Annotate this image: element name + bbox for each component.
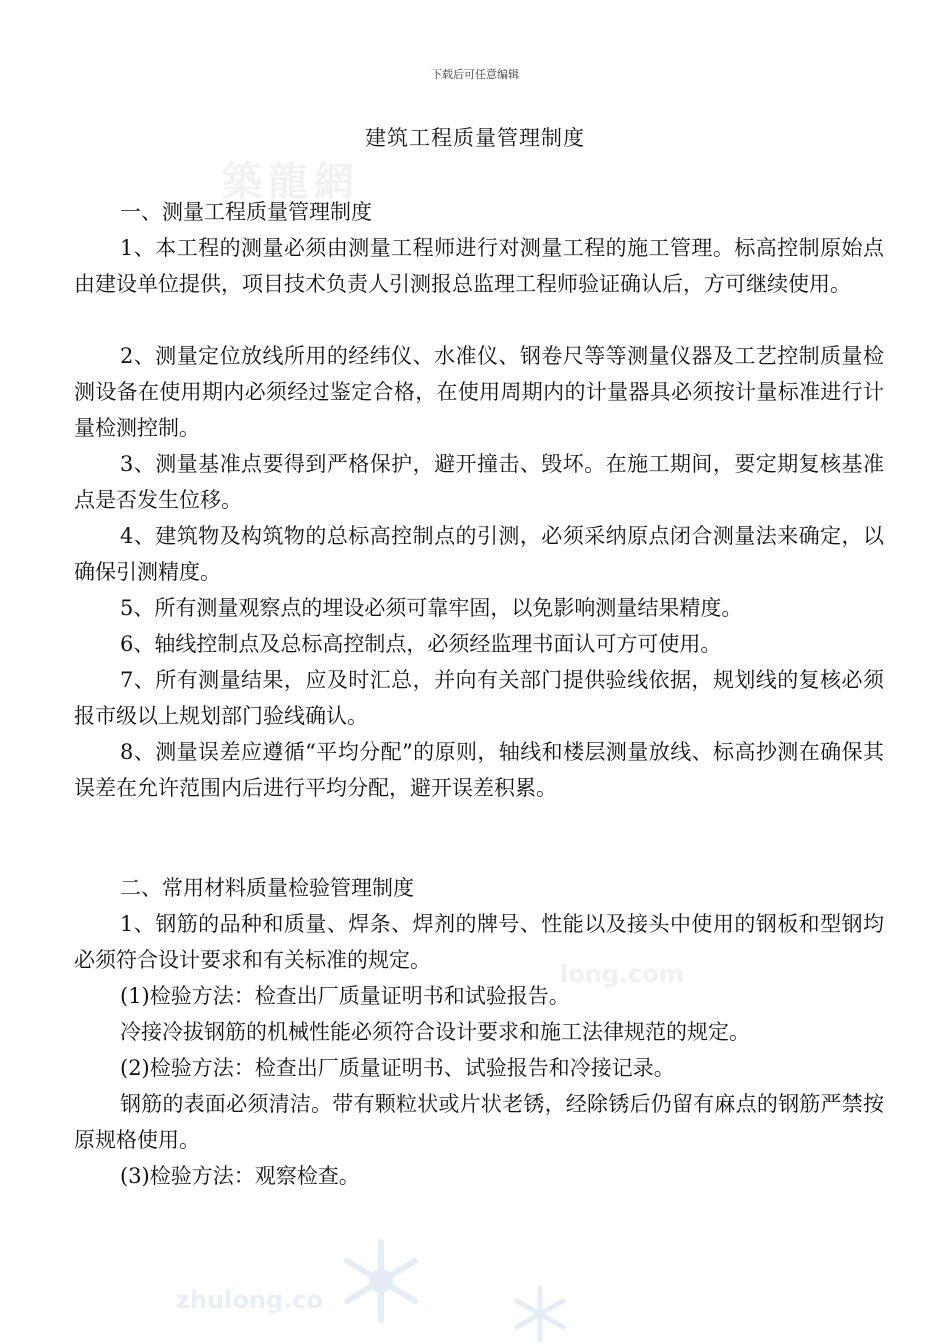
section1-item-1: 1、本工程的测量必须由测量工程师进行对测量工程的施工管理。标高控制原始点由建设单位提供，项目技术负责人引测报总监理工程师验证确认后，方可继续使用。 [74,236,884,296]
section1-item-6: 6、轴线控制点及总标高控制点，必须经监理书面认可方可使用。 [120,632,722,656]
inspection-method-1: (1)检验方法：检查出厂质量证明书和试验报告。 [120,984,570,1008]
inspection-method-2: (2)检验方法：检查出厂质量证明书、试验报告和冷接记录。 [120,1056,675,1080]
snowflake-watermark-icon [336,1236,426,1326]
watermark-middle: long.com [560,960,684,988]
section2-line-3: 钢筋的表面必须清洁。带有颗粒状或片状老锈，经除锈后仍留有麻点的钢筋严禁按原规格使用。 [74,1092,884,1152]
section-heading-2: 二、常用材料质量检验管理制度 [120,876,414,900]
section2-line-2: 冷接冷拔钢筋的机械性能必须符合设计要求和施工法律规范的规定。 [120,1020,750,1044]
watermark-bottom: zhulong.co [176,1286,323,1314]
section1-item-7: 7、所有测量结果，应及时汇总，并向有关部门提供验线依据，规划线的复核必须报市级以上规划部门验线确认。 [74,668,884,728]
section1-item-5: 5、所有测量观察点的埋设必须可靠牢固，以免影响测量结果精度。 [120,596,743,620]
header-note: 下载后可任意编辑 [431,68,519,81]
section1-item-2: 2、测量定位放线所用的经纬仪、水准仪、钢卷尺等等测量仪器及工艺控制质量检测设备在使用期内必须经过鉴定合格，在使用周期内的计量器具必须按计量标准进行计量检测控制。 [74,344,884,440]
section1-item-4: 4、建筑物及构筑物的总标高控制点的引测，必须采纳原点闭合测量法来确定，以确保引测精度。 [74,524,884,584]
document-title: 建筑工程质量管理制度 [365,126,585,150]
watermark-top: 築龍網 [222,158,360,205]
section1-item-3: 3、测量基准点要得到严格保护，避开撞击、毁坏。在施工期间，要定期复核基准点是否发生位移。 [74,452,884,512]
section2-item-1: 1、钢筋的品种和质量、焊条、焊剂的牌号、性能以及接头中使用的钢板和型钢均必须符合设计要求和有关标准的规定。 [74,912,884,972]
snowflake-watermark-small-icon [510,1284,570,1344]
section-heading-1: 一、测量工程质量管理制度 [120,200,372,224]
inspection-method-3: (3)检验方法：观察检查。 [120,1164,360,1188]
section1-item-8: 8、测量误差应遵循“平均分配”的原则，轴线和楼层测量放线、标高抄测在确保其误差在允许范围内后进行平均分配，避开误差积累。 [74,740,884,800]
